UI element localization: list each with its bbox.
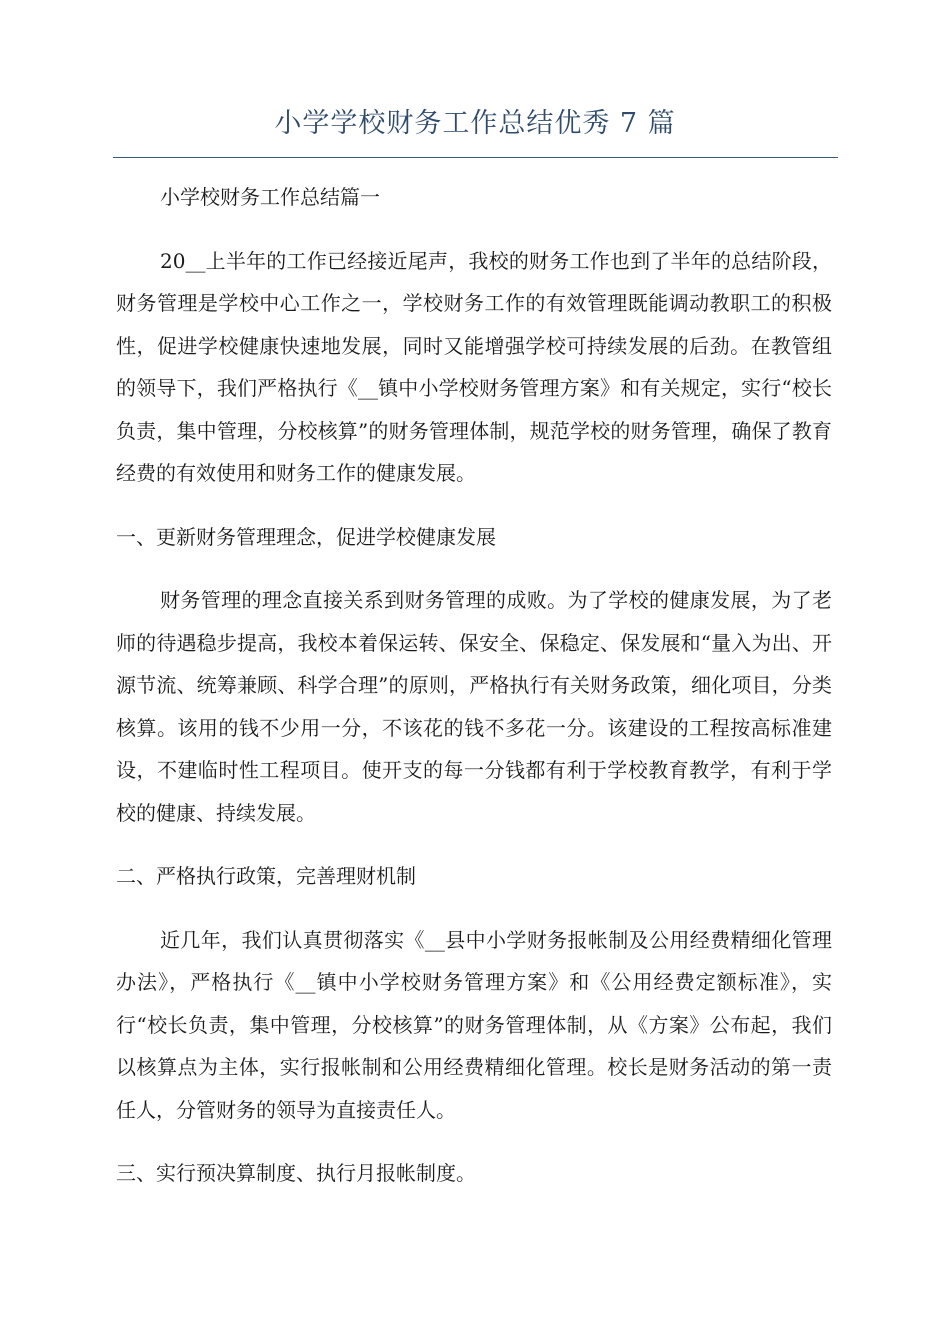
title-divider — [113, 157, 838, 158]
body-paragraph: 近几年，我们认真贯彻落实《__县中小学财务报帐制及公用经费精细化管理办法》，严格执行《__镇中小学校财务管理方案》和《公用经费定额标准》，实行“校长负责，集中管理，分校核算”的财务管理体制，从《方案》公布起，我们以核算点为主体，实行报帐制和公用经费精细化管理。校长是财务活动的第一责任人，分管财务的领导为直接责任人。 — [116, 927, 832, 1122]
document-body — [116, 176, 832, 1216]
section-heading: 二、严格执行政策，完善理财机制 — [116, 864, 416, 888]
body-paragraph: 20__上半年的工作已经接近尾声，我校的财务工作也到了半年的总结阶段，财务管理是学校中心工作之一，学校财务工作的有效管理既能调动教职工的积极性，促进学校健康快速地发展，同时又能增强学校可持续发展的后劲。在教管组的领导下，我们严格执行《__镇中小学校财务管理方案》和有关规定，实行“校长负责，集中管理，分校核算”的财务管理体制，规范学校的财务管理，确保了教育经费的有效使用和财务工作的健康发展。 — [116, 248, 832, 485]
body-paragraph: 财务管理的理念直接关系到财务管理的成败。为了学校的健康发展，为了老师的待遇稳步提高，我校本着保运转、保安全、保稳定、保发展和“量入为出、开源节流、统筹兼顾、科学合理”的原则，严格执行有关财务政策，细化项目，分类核算。该用的钱不少用一分，不该花的钱不多花一分。该建设的工程按高标准建设，不建临时性工程项目。使开支的每一分钱都有利于学校教育教学，有利于学校的健康、持续发展。 — [116, 588, 832, 825]
section-title: 小学校财务工作总结篇一 — [160, 185, 380, 209]
section-heading: 一、更新财务管理理念，促进学校健康发展 — [116, 524, 496, 549]
document-title: 小学学校财务工作总结优秀 7 篇 — [274, 108, 676, 139]
section-heading: 三、实行预决算制度、执行月报帐制度。 — [116, 1161, 476, 1185]
